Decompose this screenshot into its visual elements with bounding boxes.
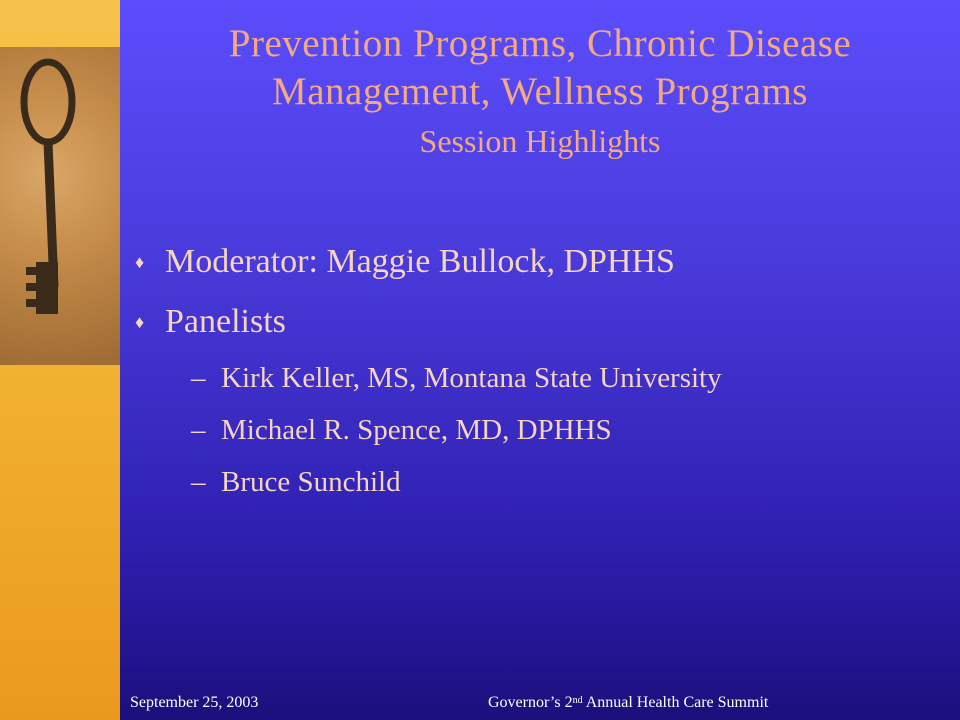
footer-event bbox=[488, 694, 768, 712]
antique-key-image bbox=[0, 47, 120, 365]
sidebar bbox=[0, 0, 120, 720]
slide-footer bbox=[130, 694, 830, 716]
diamond-bullet-icon: ♦ bbox=[135, 251, 145, 272]
dash-marker: – bbox=[191, 361, 206, 394]
bullet-list bbox=[135, 232, 945, 508]
panelist-text: Michael R. Spence, MD, DPHHS bbox=[221, 413, 612, 446]
footer-date: September 25, 2003 bbox=[130, 694, 259, 711]
bullet-panelists bbox=[135, 292, 945, 352]
bullet-moderator bbox=[135, 232, 945, 292]
panelist-item bbox=[135, 352, 945, 404]
panelist-text: Bruce Sunchild bbox=[221, 465, 401, 498]
dash-marker: – bbox=[191, 413, 206, 446]
panelist-item bbox=[135, 404, 945, 456]
panelist-text: Kirk Keller, MS, Montana State University bbox=[221, 361, 722, 394]
slide-content bbox=[120, 0, 960, 720]
diamond-bullet-icon: ♦ bbox=[135, 311, 145, 332]
panelist-item bbox=[135, 456, 945, 508]
footer-event-suffix: Annual Health Care Summit bbox=[582, 694, 769, 711]
footer-event-superscript: nd bbox=[572, 695, 583, 706]
slide-title bbox=[120, 20, 960, 162]
dash-marker: – bbox=[191, 465, 206, 498]
bullet-text: Panelists bbox=[165, 303, 286, 340]
title-subtitle: Session Highlights bbox=[419, 123, 661, 159]
title-line-1: Prevention Programs, Chronic Disease bbox=[228, 22, 852, 65]
bullet-text: Moderator: Maggie Bullock, DPHHS bbox=[165, 243, 675, 280]
title-line-2: Management, Wellness Programs bbox=[272, 70, 808, 113]
key-icon bbox=[0, 47, 120, 365]
footer-event-prefix: Governor’s 2 bbox=[488, 694, 573, 711]
